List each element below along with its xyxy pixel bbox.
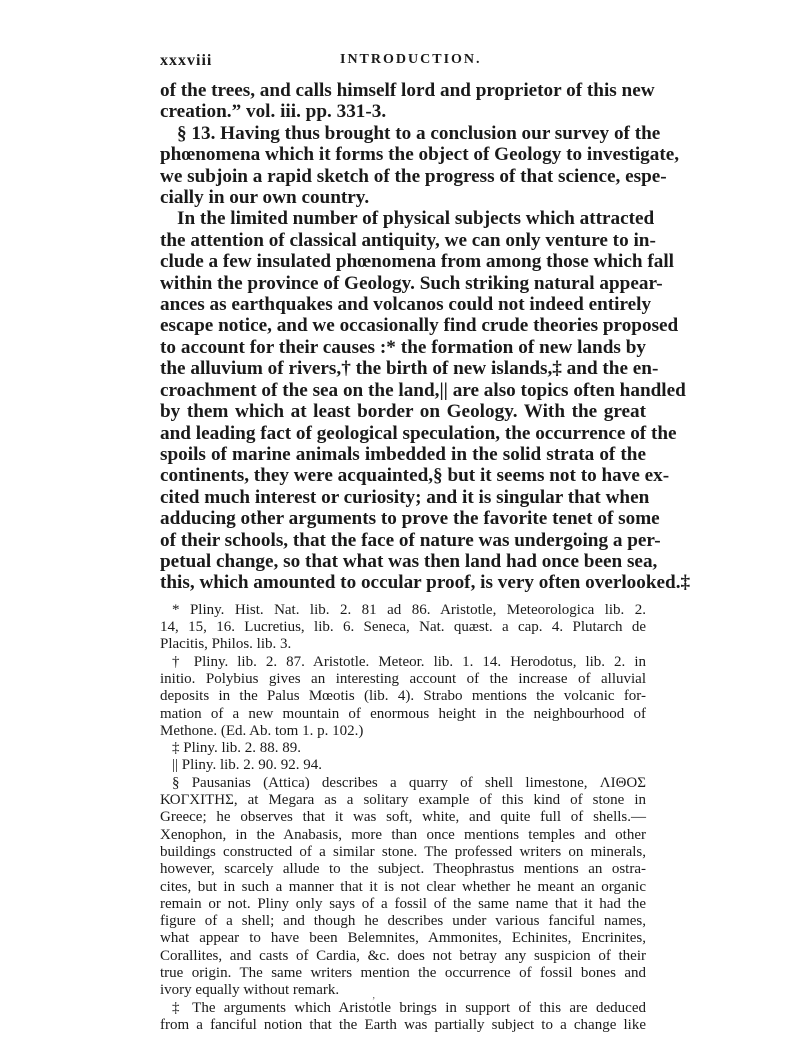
text-line: of the trees, and calls himself lord and proprietor of this new [160, 80, 655, 101]
footnote-line: Xenophon, in the Anabasis, more than once mentions temples and other [160, 826, 646, 843]
text-line: this, which amounted to occular proof, is very often overlooked.‡ [160, 572, 691, 594]
text-line: § 13. Having thus brought to a conclusion our survey of the [177, 122, 661, 144]
text-line: the attention of classical antiquity, we can only venture to in- [160, 229, 656, 251]
footnote-line: mation of a new mountain of enormous height in the neighbourhood of [160, 705, 646, 722]
text-line: escape notice, and we occasionally find crude theories proposed [160, 315, 679, 337]
running-title: INTRODUCTION. [340, 52, 482, 67]
text-line: within the province of Geology. Such striking natural appear- [160, 272, 663, 294]
text-line: croachment of the sea on the land,|| are also topics often handled [160, 379, 686, 401]
footnotes [160, 602, 646, 1034]
footnote-line: Greece; he observes that it was soft, white, and quite full of shells.— [160, 809, 646, 826]
footnote-line: Corallites, and casts of Cardia, &c. does not betray any suspicion of their [160, 947, 646, 964]
footnote-line: deposits in the Palus Mœotis (lib. 4). Strabo mentions the volcanic for- [160, 688, 646, 705]
text-line: adducing other arguments to prove the favorite tenet of some [160, 508, 660, 530]
footnote-line: cites, but in such a manner that it is not clear whether he meant an organic [160, 878, 646, 895]
footnote-line: figure of a shell; and though he describes under various fanciful names, [160, 913, 646, 930]
footnote-line: however, scarcely allude to the subject. Theophrastus mentions an ostra- [160, 861, 646, 878]
footnote-line: ‡ The arguments which Aristotle brings in support of this are deduced [172, 999, 646, 1016]
footnote-line: remain or not. Pliny only says of a fossil of the same name that it had the [160, 895, 646, 912]
footnote-line: † Pliny. lib. 2. 87. Aristotle. Meteor. lib. 1. 14. Herodotus, lib. 2. in [172, 653, 646, 670]
footnote-line: || Pliny. lib. 2. 90. 92. 94. [172, 757, 323, 774]
text-line: to account for their causes :* the formation of new lands by [160, 336, 646, 358]
footnote-line: true origin. The same writers mention the occurrence of fossil bones and [160, 964, 646, 981]
footnote-line: Methone. (Ed. Ab. tom 1. p. 102.) [160, 722, 364, 739]
text-line: we subjoin a rapid sketch of the progress of that science, espe- [160, 165, 667, 187]
footnote-line: Placitis, Philos. lib. 3. [160, 636, 292, 653]
text-line: creation.” vol. iii. pp. 331-3. [160, 101, 387, 123]
main-text [160, 80, 691, 594]
footnote-line: buildings constructed of a similar stone. The professed writers on minerals, [160, 843, 646, 860]
page-header [160, 52, 646, 80]
footnote-line: what appear to have been Belemnites, Ammonites, Echinites, Encrinites, [160, 930, 646, 947]
text-line: spoils of marine animals imbedded in the solid strata of the [160, 443, 646, 465]
text-line: and leading fact of geological speculation, the occurrence of the [160, 422, 677, 444]
footnote-line: ivory equally without remark. [160, 982, 340, 999]
text-line: ances as earthquakes and volcanos could not indeed entirely [160, 294, 652, 316]
text-line: petual change, so that what was then land had once been sea, [160, 550, 658, 572]
footnote-line: * Pliny. Hist. Nat. lib. 2. 81 ad 86. Aristotle, Meteorologica lib. 2. [172, 601, 646, 618]
footnote-line: from a fanciful notion that the Earth was partially subject to a change like [160, 1016, 646, 1033]
footnote-line: § Pausanias (Attica) describes a quarry of shell limestone, ΛΙΘΟΣ [172, 774, 646, 791]
text-line: clude a few insulated phœnomena from among those which fall [160, 251, 675, 273]
page-number: xxxviii [160, 52, 213, 69]
text-line: cially in our own country. [160, 187, 370, 209]
footnote-line: initio. Polybius gives an interesting account of the increase of alluvial [160, 670, 646, 687]
printer-mark: ‚ [372, 990, 376, 1001]
book-page [160, 52, 691, 1034]
text-line: the alluvium of rivers,† the birth of new islands,‡ and the en- [160, 358, 659, 380]
text-line: by them which at least border on Geology. With the great [160, 401, 646, 423]
text-line: In the limited number of physical subjects which attracted [177, 208, 655, 230]
footnote-line: ΚΟΓΧΙΤΗΣ, at Megara as a solitary example of this kind of stone in [160, 792, 646, 809]
text-line: cited much interest or curiosity; and it is singular that when [160, 486, 650, 508]
text-line: of their schools, that the face of nature was undergoing a per- [160, 529, 661, 551]
text-line: phœnomena which it forms the object of Geology to investigate, [160, 144, 680, 166]
footnote-line: ‡ Pliny. lib. 2. 88. 89. [172, 740, 302, 757]
text-line: continents, they were acquainted,§ but it seems not to have ex- [160, 465, 670, 487]
footnote-line: 14, 15, 16. Lucretius, lib. 6. Seneca, Nat. quæst. a cap. 4. Plutarch de [160, 619, 646, 636]
